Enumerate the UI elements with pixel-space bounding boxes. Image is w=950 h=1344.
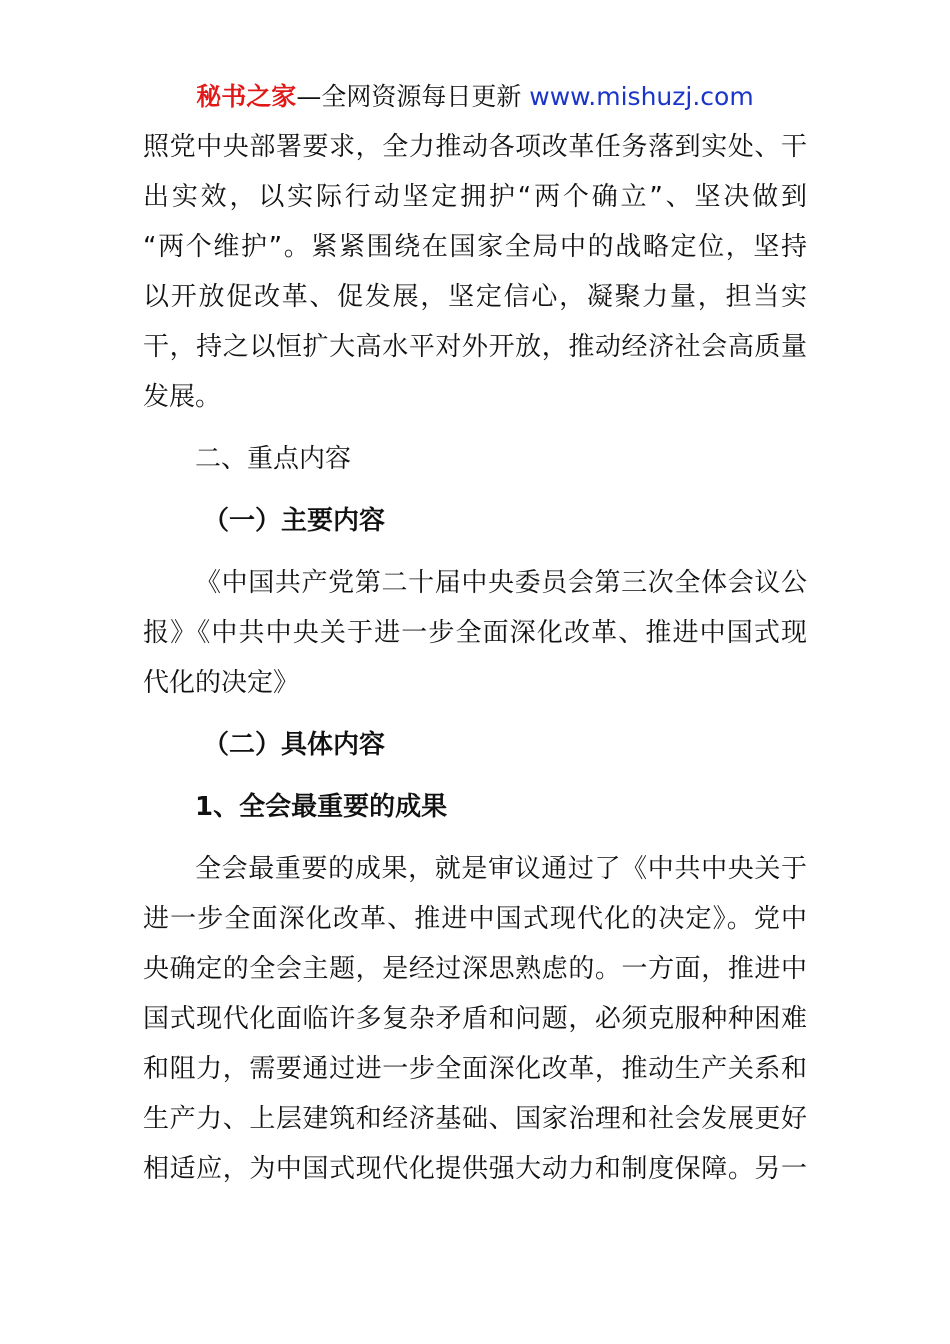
paragraph-line: 出实效，以实际行动坚定拥护“两个确立”、坚决做到 <box>143 182 807 212</box>
paragraph-line: 《中国共产党第二十届中央委员会第三次全体会议公 <box>195 568 807 598</box>
document-body <box>143 122 807 1194</box>
paragraph-result-detail <box>143 844 807 1194</box>
item-heading-most-important-result: 1、全会最重要的成果 <box>195 792 448 822</box>
paragraph-line: 央确定的全会主题，是经过深思熟虑的。一方面，推进中 <box>143 954 807 984</box>
section-heading-key-content: 二、重点内容 <box>195 444 352 474</box>
subsection-heading-specific-content: （二）具体内容 <box>203 730 386 760</box>
paragraph-line: 代化的决定》 <box>143 668 300 698</box>
paragraph-line: 报》《中共中央关于进一步全面深化改革、推进中国式现 <box>143 618 807 648</box>
paragraph-line: 照党中央部署要求，全力推动各项改革任务落到实处、干 <box>143 132 807 162</box>
site-tagline: —全网资源每日更新 <box>296 82 530 111</box>
paragraph-line: 进一步全面深化改革、推进中国式现代化的决定》。党中 <box>143 904 807 934</box>
site-brand: 秘书之家 <box>196 82 297 111</box>
paragraph-line: 发展。 <box>143 382 222 412</box>
paragraph-line: “两个维护”。紧紧围绕在国家全局中的战略定位，坚持 <box>143 232 807 262</box>
paragraph-line: 国式现代化面临许多复杂矛盾和问题，必须克服种种困难 <box>143 1004 807 1034</box>
site-url-link[interactable]: www.mishuzj.com <box>529 82 754 111</box>
paragraph-documents <box>143 558 807 708</box>
paragraph-intro <box>143 122 807 422</box>
site-header <box>0 80 950 114</box>
paragraph-line: 全会最重要的成果，就是审议通过了《中共中央关于 <box>195 854 807 884</box>
paragraph-line: 生产力、上层建筑和经济基础、国家治理和社会发展更好 <box>143 1104 807 1134</box>
paragraph-line: 以开放促改革、促发展，坚定信心，凝聚力量，担当实 <box>143 282 807 312</box>
subsection-heading-main-content: （一）主要内容 <box>203 506 386 536</box>
paragraph-line: 干，持之以恒扩大高水平对外开放，推动经济社会高质量 <box>143 332 807 362</box>
paragraph-line: 和阻力，需要通过进一步全面深化改革，推动生产关系和 <box>143 1054 807 1084</box>
paragraph-line: 相适应，为中国式现代化提供强大动力和制度保障。另一 <box>143 1154 807 1184</box>
